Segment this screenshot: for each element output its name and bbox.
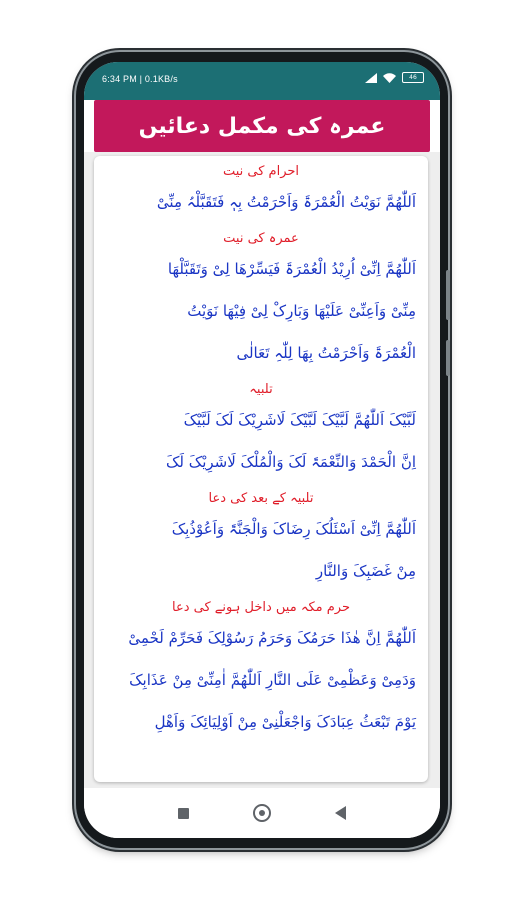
home-button[interactable] [253, 804, 271, 822]
wifi-icon [383, 73, 396, 83]
phone-side-button [446, 270, 450, 320]
section-talbiyah [94, 382, 428, 483]
status-icons [365, 72, 424, 83]
section-ihram-niyyah [94, 164, 428, 223]
dua-card [94, 156, 428, 782]
section-heading: تلبیہ کے بعد کی دعا [208, 491, 314, 506]
dua-line: الْعُمْرَۃَ وَاَحْرَمْتُ بِھَا لِلّٰہِ تَعَالٰی [236, 344, 416, 362]
content-area[interactable] [84, 152, 440, 788]
app-title: عمرہ کی مکمل دعائیں [138, 113, 386, 139]
phone-side-button [446, 340, 450, 376]
dua-line: یَوْمَ تَبْعَثُ عِبَادَکَ وَاجْعَلْنِیْ مِنْ اَوْلِیَائِکَ وَاَھْلِ [154, 713, 416, 731]
dua-line: اَللّٰھُمَّ اِنَّ ھٰذَا حَرَمُکَ وَحَرَمُ رَسُوْلِکَ فَحَرِّمْ لَحْمِیْ [128, 629, 416, 647]
status-time-speed: 6:34 PM | 0.1KB/s [102, 74, 178, 84]
dua-line: وَدَمِیْ وَعَظْمِیْ عَلَی النَّارِ اَللّٰھُمَّ اٰمِنِّیْ مِنْ عَذَابِکَ [129, 671, 416, 689]
section-after-talbiyah [94, 491, 428, 592]
battery-icon: 46 [402, 72, 424, 83]
dua-line: اَللّٰھُمَّ نَوَیْتُ الْعُمْرَۃَ وَاَحْرَمْتُ بِہٖ فَتَقَبَّلْہُ مِنِّیْ [156, 193, 416, 211]
dua-line: اِنَّ الْحَمْدَ وَالنِّعْمَۃَ لَکَ وَالْمُلْکَ لَاشَرِیْکَ لَکَ [166, 453, 416, 471]
dua-line: اَللّٰھُمَّ اِنِّیْ اُرِیْدُ الْعُمْرَۃَ فَیَسِّرْھَا لِیْ وَتَقَبَّلْھَا [167, 260, 416, 278]
status-bar [84, 62, 440, 100]
app-bar [94, 100, 430, 152]
recents-button[interactable] [178, 808, 189, 819]
system-nav-bar [84, 788, 440, 838]
dua-line: لَبَّیْکَ اَللّٰھُمَّ لَبَّیْکَ لَبَّیْکَ لَاشَرِیْکَ لَکَ لَبَّیْکَ [183, 411, 416, 429]
section-entering-haram [94, 600, 428, 743]
dua-line: مِنْ غَضَبِکَ وَالنَّارِ [315, 562, 416, 580]
section-heading: تلبیہ [249, 382, 273, 397]
phone-screen [84, 62, 440, 838]
dua-line: مِنِّیْ وَاَعِنِّیْ عَلَیْھَا وَبَارِکْ لِیْ فِیْھَا نَوَیْتُ [187, 302, 416, 320]
section-heading: احرام کی نیت [222, 164, 300, 179]
back-button[interactable] [335, 806, 346, 820]
section-umrah-niyyah [94, 231, 428, 374]
signal-icon [365, 73, 377, 83]
section-heading: حرم مکہ میں داخل ہونے کی دعا [172, 600, 350, 615]
section-heading: عمرہ کی نیت [223, 231, 299, 246]
dua-line: اَللّٰھُمَّ اِنِّیْ اَسْئَلُکَ رِضَاکَ وَالْجَنَّۃَ وَاَعُوْذُبِکَ [171, 520, 416, 538]
